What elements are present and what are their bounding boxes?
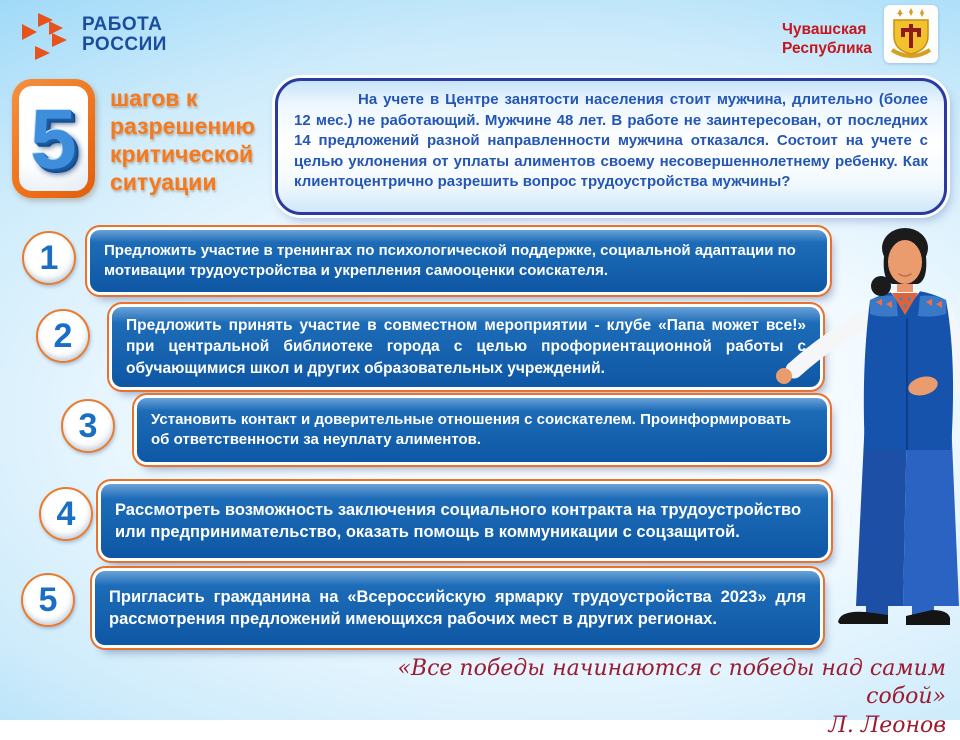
- quote-text: «Все победы начинаются с победы над самим собой»: [397, 656, 946, 710]
- case-text: На учете в Центре занятости населения стоит мужчина, длительно (более 12 мес.) не работающий. Мужчине 48 лет. В работе не заинтересован, от последних 14 предложений разной направленности мужчина отказался. Состоит на учете с целью уклонения от уплаты алиментов своему несовершеннолетнему ребенку. Как клиентоцентрично разрешить вопрос трудоустройства мужчины?: [294, 91, 928, 191]
- badge-number: 5: [30, 91, 77, 186]
- region-emblem: [884, 5, 938, 63]
- step-box-2: [112, 307, 820, 387]
- step-box-3: [137, 398, 827, 462]
- step-box-4: [101, 484, 828, 558]
- step-text-4: Рассмотреть возможность заключения социального контракта на трудоустройство или предпринимательство, оказать помощь в коммуникации с соцзащитой.: [115, 500, 802, 541]
- region-line1: Чувашская: [782, 21, 867, 38]
- region-line2: Республика: [782, 40, 872, 58]
- quote-block: [326, 655, 946, 740]
- step-circle-1: [22, 231, 76, 285]
- step-circle-2: [36, 309, 90, 363]
- case-description-box: [275, 78, 947, 215]
- logo-line1: РАБОТА: [82, 14, 163, 36]
- step-number-5: 5: [38, 580, 58, 619]
- badge-5: [12, 79, 95, 198]
- logo-text: [82, 15, 167, 55]
- step-text-5: Пригласить гражданина на «Всероссийскую ярмарку трудоустройства 2023» для рассмотрения предложений имеющихся рабочих мест в других регионах.: [109, 587, 806, 628]
- logo-line2: РОССИИ: [82, 34, 167, 55]
- step-text-1: Предложить участие в тренингах по психологической поддержке, социальной адаптации по мотивации трудоустройства и укрепления самооценки соискателя.: [104, 241, 796, 279]
- region-name: [782, 20, 872, 59]
- work-russia-logo-icon: [20, 6, 76, 64]
- header-logo: [20, 6, 167, 64]
- badge-inner: [19, 86, 88, 191]
- step-number-2: 2: [53, 316, 73, 355]
- step-number-3: 3: [78, 406, 98, 445]
- step-number-4: 4: [56, 494, 76, 533]
- step-circle-3: [61, 399, 115, 453]
- step-circle-4: [39, 487, 93, 541]
- step-text-2: Предложить принять участие в совместном мероприятии - клубе «Папа может все!» при центральной библиотеке города с целью профориентационной работы с обучающимися школ и других образовательных учреждений.: [126, 317, 806, 377]
- page-title: шагов к разрешению критической ситуации: [110, 85, 256, 196]
- chuvashia-coat-of-arms-icon: [888, 8, 934, 60]
- step-number-1: 1: [39, 238, 59, 277]
- step-circle-5: [21, 573, 75, 627]
- quote-author: Л. Леонов: [828, 713, 946, 739]
- step-text-3: Установить контакт и доверительные отношения с соискателем. Проинформировать об ответственности за неуплату алиментов.: [151, 410, 792, 448]
- step-box-1: [90, 230, 827, 292]
- step-box-5: [95, 571, 820, 645]
